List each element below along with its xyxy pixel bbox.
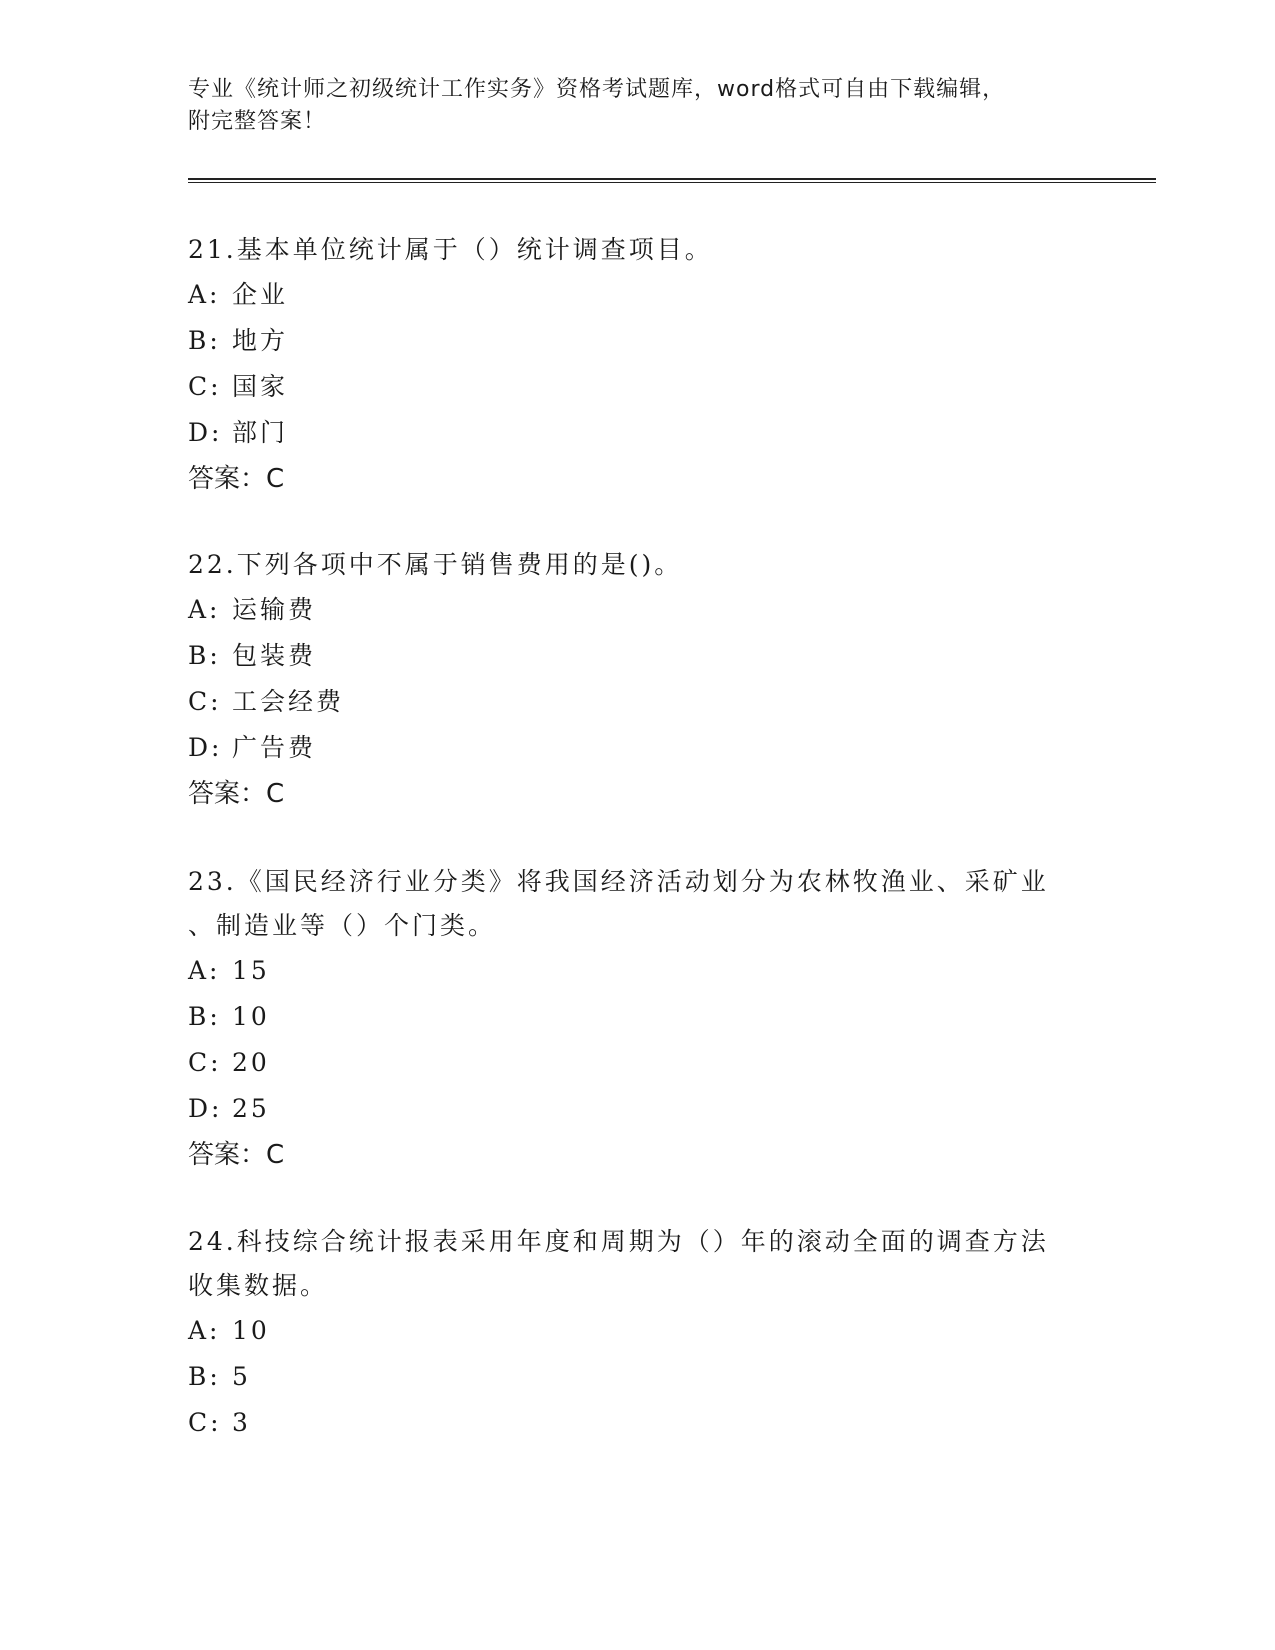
option-text: 25 bbox=[232, 1094, 270, 1123]
option-c bbox=[188, 1400, 1088, 1446]
question-number: 24. bbox=[188, 1227, 237, 1256]
option-c bbox=[188, 1040, 1088, 1086]
option-a bbox=[188, 1308, 1088, 1354]
option-a bbox=[188, 272, 1088, 318]
question-23 bbox=[188, 860, 1088, 1178]
option-c bbox=[188, 679, 1088, 725]
option-b bbox=[188, 633, 1088, 679]
question-text bbox=[188, 1220, 1088, 1264]
option-letter: D: bbox=[188, 418, 223, 447]
option-text: 20 bbox=[232, 1048, 270, 1077]
option-text: 10 bbox=[232, 1002, 270, 1031]
option-letter: C: bbox=[188, 372, 222, 401]
option-b bbox=[188, 994, 1088, 1040]
answer: 答案：C bbox=[188, 1140, 285, 1170]
option-d bbox=[188, 725, 1088, 771]
option-b bbox=[188, 318, 1088, 364]
question-stem: 科技综合统计报表采用年度和周期为（）年的滚动全面的调查方法 bbox=[236, 1227, 1049, 1256]
option-text: 10 bbox=[232, 1316, 270, 1345]
option-text: 广告费 bbox=[232, 733, 317, 762]
header-line-2: 附完整答案！ bbox=[188, 109, 327, 134]
question-text bbox=[188, 228, 1088, 272]
question-stem: 下列各项中不属于销售费用的是()。 bbox=[236, 550, 683, 579]
option-a bbox=[188, 948, 1088, 994]
option-letter: D: bbox=[188, 733, 223, 762]
question-text bbox=[188, 543, 1088, 587]
option-letter: A: bbox=[188, 595, 221, 624]
header-line-1: 专业《统计师之初级统计工作实务》资格考试题库，word格式可自由下载编辑， bbox=[188, 77, 1006, 102]
question-22 bbox=[188, 543, 1088, 817]
option-text: 地方 bbox=[232, 326, 289, 355]
option-text: 部门 bbox=[232, 418, 289, 447]
option-b bbox=[188, 1354, 1088, 1400]
option-text: 5 bbox=[232, 1362, 251, 1391]
question-text bbox=[188, 860, 1088, 904]
question-stem: 基本单位统计属于（）统计调查项目。 bbox=[236, 235, 713, 264]
option-text: 国家 bbox=[232, 372, 289, 401]
option-letter: C: bbox=[188, 687, 222, 716]
option-letter: C: bbox=[188, 1048, 222, 1077]
question-number: 23. bbox=[188, 867, 237, 896]
option-d bbox=[188, 1086, 1088, 1132]
option-text: 3 bbox=[232, 1408, 251, 1437]
option-text: 运输费 bbox=[232, 595, 317, 624]
option-letter: C: bbox=[188, 1408, 222, 1437]
option-c bbox=[188, 364, 1088, 410]
question-stem: 《国民经济行业分类》将我国经济活动划分为农林牧渔业、采矿业 bbox=[236, 867, 1049, 896]
question-text-continued: 收集数据。 bbox=[188, 1271, 329, 1300]
option-text: 工会经费 bbox=[232, 687, 345, 716]
option-letter: B: bbox=[188, 1362, 221, 1391]
option-letter: A: bbox=[188, 280, 221, 309]
option-letter: B: bbox=[188, 1002, 221, 1031]
question-number: 21. bbox=[188, 235, 237, 264]
document-header bbox=[188, 74, 1088, 138]
question-24 bbox=[188, 1220, 1088, 1446]
option-text: 企业 bbox=[232, 280, 289, 309]
answer: 答案：C bbox=[188, 464, 285, 494]
option-letter: A: bbox=[188, 956, 221, 985]
option-d bbox=[188, 410, 1088, 456]
question-text-continued: 、制造业等（）个门类。 bbox=[188, 911, 497, 940]
option-a bbox=[188, 587, 1088, 633]
option-letter: D: bbox=[188, 1094, 223, 1123]
question-21 bbox=[188, 228, 1088, 502]
option-letter: B: bbox=[188, 326, 221, 355]
option-letter: A: bbox=[188, 1316, 221, 1345]
question-number: 22. bbox=[188, 550, 237, 579]
answer: 答案：C bbox=[188, 779, 285, 809]
option-letter: B: bbox=[188, 641, 221, 670]
option-text: 包装费 bbox=[232, 641, 317, 670]
option-text: 15 bbox=[232, 956, 270, 985]
header-divider bbox=[188, 178, 1156, 183]
